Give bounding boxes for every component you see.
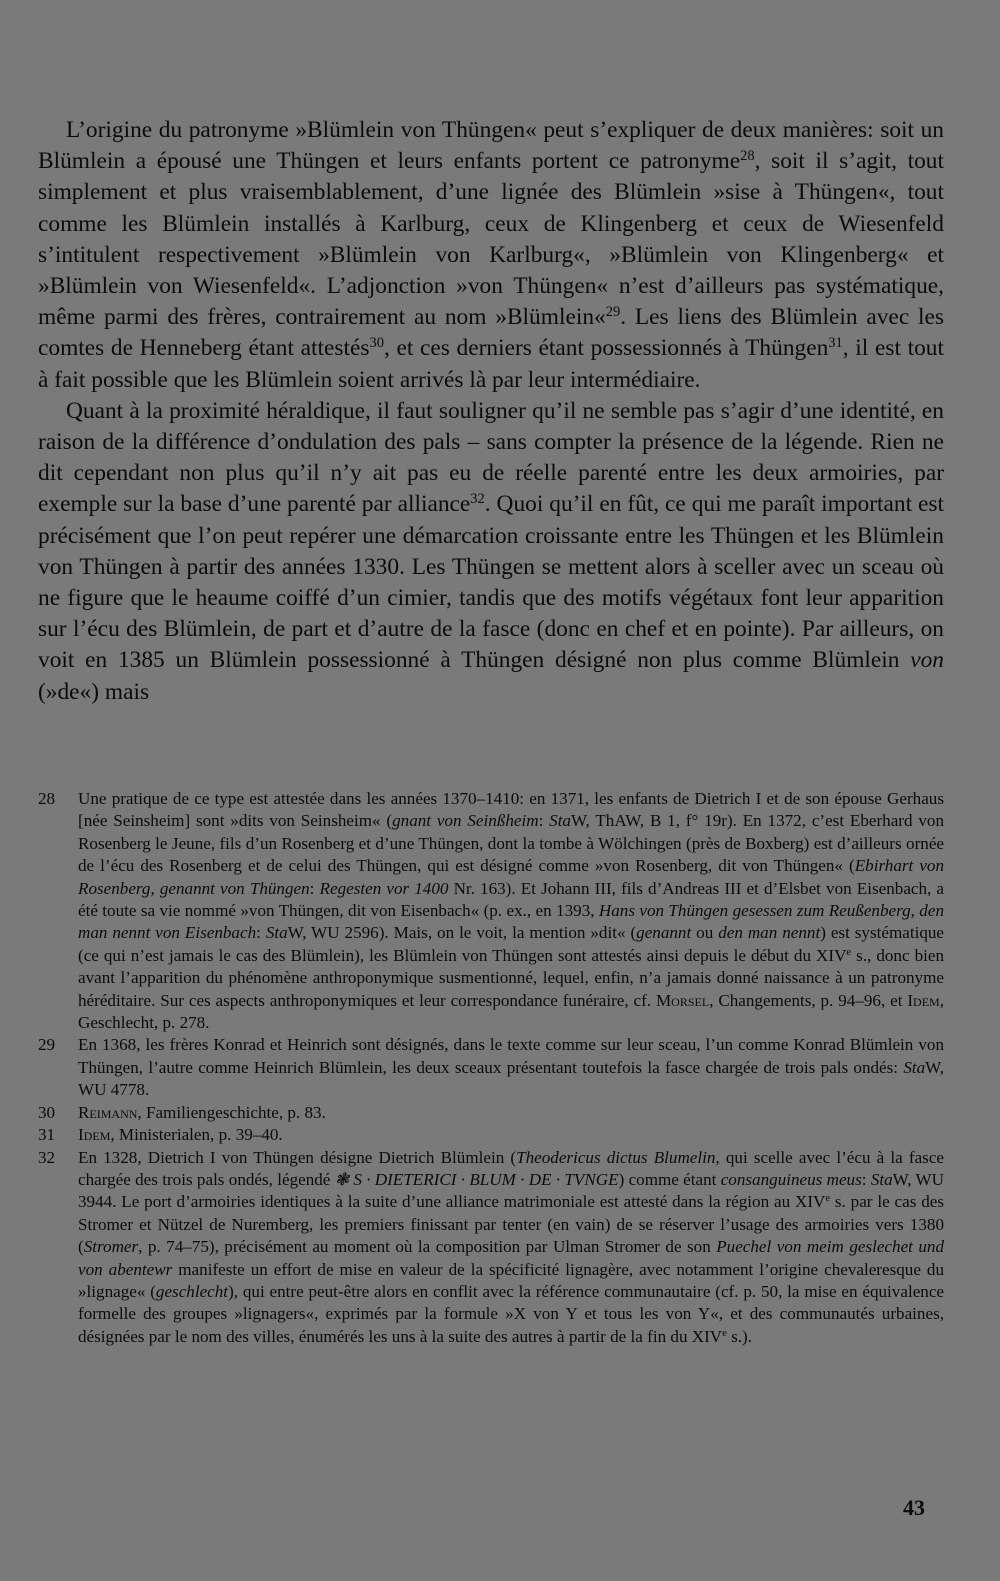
footnote-text: Idem, Ministerialen, p. 39–40. — [78, 1125, 283, 1145]
text-run: . Quoi qu’il en fût, ce qui me paraît important est précisément que l’on peut repérer une démarcation croissante entre les Thüngen et les Blümlein von Thüngen à partir des années 1330. Les Thüngen se mettent alors à sceller avec un sceau où ne figure que le heaume coiffé d’un cimier, tandis que des motifs végétaux font leur apparition sur l’écu des Blümlein, de part et d’autre de la fasce (donc en chef et en pointe). Par ailleurs, on voit en 1385 un Blümlein possessionné à Thüngen désigné non plus comme Blümlein — [38, 491, 944, 674]
footnote-28 — [38, 788, 944, 1034]
text-run: , soit il s’agit, tout simplement et plus vraisemblablement, d’une lignée des Blümlein »sise à Thüngen«, tout comme les Blümlein installés à Karlburg, ceux de Klingenberg et ceux de Wiesenfeld s’intitulent respectivement »Blümlein von Karlburg«, »Blümlein von Klingenberg« et »Blümlein von Wiesenfeld«. L’adjonction »von Thüngen« n’est d’ailleurs pas systématique, même parmi des frères, contrairement au nom »Blümlein« — [38, 148, 945, 331]
text-run: (»de«) mais — [38, 678, 150, 705]
footnotes — [38, 788, 944, 1348]
text-run: Quant à la proximité héraldique, il faut souligner qu’il ne semble pas s’agir d’une identité, en raison de la différence d’ondulation des pals – sans compter la présence de la légende. Rien ne dit cependant non plus qu’il n’y ait pas eu de réelle parenté entre les deux armoiries, par exemple sur la base d’une parenté par alliance — [38, 397, 944, 518]
footnote-ref-28[interactable]: 28 — [740, 148, 755, 165]
footnote-30 — [38, 1102, 944, 1124]
text-run: . Les liens des Blümlein avec les comtes de Henneberg étant attestés — [38, 304, 945, 362]
paragraph-1 — [38, 115, 944, 396]
footnote-29 — [38, 1034, 944, 1101]
text-run: L’origine du patronyme »Blümlein von Thüngen« peut s’expliquer de deux manières: soit un Blümlein a épousé une Thüngen et leurs enfants portent ce patronyme — [38, 117, 944, 175]
italic-run: von — [910, 647, 944, 674]
footnote-number: 30 — [38, 1102, 56, 1122]
footnote-ref-31[interactable]: 31 — [828, 335, 843, 352]
footnote-31 — [38, 1124, 944, 1146]
page-number: 43 — [903, 1495, 925, 1520]
footnote-text: Reimann, Familiengeschichte, p. 83. — [78, 1102, 326, 1122]
footnote-32 — [38, 1147, 944, 1349]
text-run: , et ces derniers étant possessionnés à Thüngen — [383, 335, 829, 362]
footnote-number: 32 — [38, 1147, 56, 1167]
footnote-number: 28 — [38, 789, 56, 808]
footnote-number: 29 — [38, 1035, 56, 1055]
text-run: , il est tout à fait possible que les Blümlein soient arrivés là par leur intermédiaire. — [38, 335, 944, 393]
footnote-text: Une pratique de ce type est attestée dans les années 1370–1410: en 1371, les enfants de Dietrich I et de son épouse Gerhaus [née Seinsheim] sont »dits von Seinsheim« (gnant von Seinßheim: StaW, ThAW, B 1, f° 19r). En 1372, c’est Eberhard von Rosenberg le Jeune, fils d’un Rosenberg et d’une Thüngen, dont la tombe à Wölchingen (près de Boxberg) est d’ailleurs ornée de l’écu des Rosenberg et de celui des Thüngen, qui est désigné comme »von Rosenberg, dit von Thüngen« (Ebirhart von Rosenberg, genannt von Thüngen: Regesten vor 1400 Nr. 163). Et Johann III, fils d’Andreas III et d’Elsbet von Eisenbach, a été toute sa vie nommé »von Thüngen, dit von Eisenbach« (p. ex., en 1393, Hans von Thüngen gesessen zum Reußenberg, den man nennt von Eisenbach: StaW, WU 2596). Mais, on le voit, la mention »dit« (genannt ou den man nennt) est systématique (ce qui n’est jamais le cas des Blümlein), les Blümlein von Thüngen sont attestés ainsi depuis le début du XIVe s., donc bien avant l’apparition du phénomène anthroponymique susmentionné, lequel, enfin, n’a jamais donné naissance à un patronyme héréditaire. Sur ces aspects anthroponymiques et leur correspondance funéraire, cf. Morsel, Changements, p. 94–96, et Idem, Geschlecht, p. 278. — [78, 789, 945, 1033]
footnote-number: 31 — [38, 1125, 56, 1145]
paragraph-2 — [38, 396, 944, 708]
footnote-ref-29[interactable]: 29 — [605, 304, 621, 321]
footnote-text: En 1368, les frères Konrad et Heinrich sont désignés, dans le texte comme sur leur sceau, l’un comme Konrad Blümlein von Thüngen, l’autre comme Heinrich Blümlein, les deux sceaux présentant toutefois la fasce chargée de trois pals ondés: StaW, WU 4778. — [78, 1035, 944, 1100]
footnote-ref-32[interactable]: 32 — [470, 491, 485, 508]
footnote-ref-30[interactable]: 30 — [369, 335, 384, 352]
main-text — [38, 115, 944, 708]
footnote-text: En 1328, Dietrich I von Thüngen désigne Dietrich Blümlein (Theodericus dictus Blumelin, qui scelle avec l’écu à la fasce chargée des trois pals ondés, légendé ❃ S · DIETERICI · BLUM · DE · TVNGE) comme étant consanguineus meus: StaW, WU 3944. Le port d’armoiries identiques à la suite d’une alliance matrimoniale est attesté dans la région au XIVe s. par le cas des Stromer et Nützel de Nuremberg, les premiers finissant par tenter (en vain) de se réserver l’usage des armoiries vers 1380 (Stromer, p. 74–75), précisément au moment où la composition par Ulman Stromer de son Puechel von meim geslechet und von abentewr manifeste un effort de mise en valeur de la spécificité lignagère, avec notamment l’origine chevaleresque du »lignage« (geschlecht), qui entre peut-être alors en conflit avec la référence communautaire (cf. p. 50, la mise en équivalence formelle des groupes »lignagers«, exprimés par la formule »X von Y et tous les von Y«, et des communautés urbaines, désignées par le nom des villes, énumérés les uns à la suite des autres à partir de la fin du XIVe s.). — [78, 1147, 944, 1346]
